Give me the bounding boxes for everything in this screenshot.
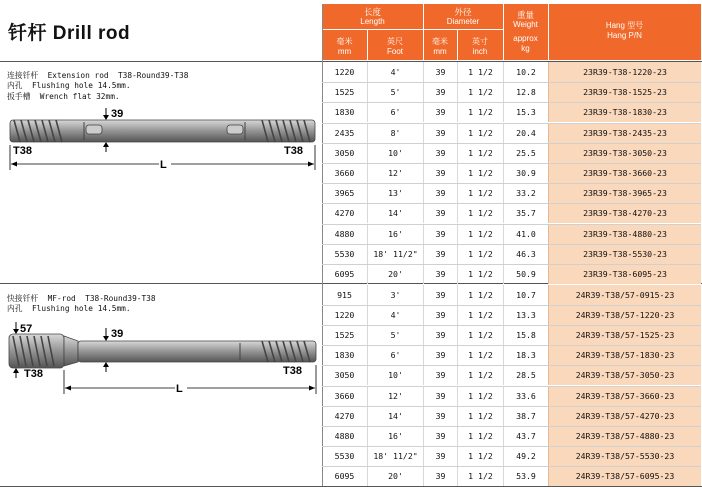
row-separator bbox=[322, 123, 701, 124]
length-mm-cell: 915 bbox=[337, 289, 352, 300]
diameter-mm-cell: 39 bbox=[423, 386, 457, 406]
weight-cell: 49.2 bbox=[503, 446, 548, 466]
diameter-inch-cell: 1 1/2 bbox=[457, 365, 503, 385]
diameter-mm-cell: 39 bbox=[423, 345, 457, 365]
length-mm-cell: 6095 bbox=[334, 269, 355, 279]
diameter-inch-cell: 1 1/2 bbox=[457, 183, 503, 203]
length-foot-cell: 5' bbox=[367, 325, 423, 345]
length-mm-cell: 4270 bbox=[334, 410, 355, 421]
diameter-mm-cell: 39 bbox=[423, 426, 457, 446]
part-number-cell: 23R39-T38-5530-23 bbox=[548, 244, 701, 264]
row-separator bbox=[322, 446, 701, 447]
length-mm-cell: 3660 bbox=[334, 168, 355, 178]
part-number-cell: 23R39-T38-1830-23 bbox=[548, 102, 701, 122]
length-foot-cell: 4' bbox=[367, 305, 423, 325]
diameter-inch-cell: 1 1/2 bbox=[457, 466, 503, 486]
table-row bbox=[322, 143, 701, 163]
diameter-inch-cell: 1 1/2 bbox=[457, 285, 503, 305]
row-separator bbox=[322, 244, 701, 245]
weight-cell: 53.9 bbox=[503, 466, 548, 486]
part-number-cell: 23R39-T38-3965-23 bbox=[548, 183, 701, 203]
weight-cell: 15.8 bbox=[503, 325, 548, 345]
row-separator bbox=[322, 406, 701, 407]
part-number-cell: 24R39-T38/57-5530-23 bbox=[548, 446, 701, 466]
part-number-cell: 23R39-T38-3050-23 bbox=[548, 143, 701, 163]
table-row bbox=[322, 406, 701, 426]
length-mm-cell: 4270 bbox=[334, 208, 355, 219]
table-row bbox=[322, 123, 701, 143]
table-row bbox=[322, 386, 701, 406]
length-mm-cell: 1830 bbox=[334, 350, 355, 361]
length-mm-cell: 3965 bbox=[334, 188, 355, 199]
weight-header: 重量 Weight approx kg bbox=[503, 4, 548, 60]
length-label: L bbox=[160, 159, 167, 171]
table-row bbox=[322, 285, 701, 305]
weight-cell: 38.7 bbox=[503, 406, 548, 426]
shank-diameter-label: 57 bbox=[20, 323, 33, 335]
row-separator bbox=[322, 386, 701, 387]
weight-cell: 10.7 bbox=[503, 285, 548, 305]
length-foot-cell: 18' 11/2" bbox=[367, 446, 423, 466]
weight-cell: 46.3 bbox=[503, 244, 548, 264]
length-foot-cell: 10' bbox=[367, 143, 423, 163]
mf-rod-drawing bbox=[0, 318, 322, 400]
row-separator bbox=[322, 305, 701, 306]
weight-cell: 33.2 bbox=[503, 183, 548, 203]
diameter-mm-cell: 39 bbox=[423, 62, 457, 82]
table-row bbox=[322, 365, 701, 385]
part-number-cell: 23R39-T38-1220-23 bbox=[548, 62, 701, 82]
diameter-inch-cell: 1 1/2 bbox=[457, 224, 503, 244]
diameter-mm-cell: 39 bbox=[423, 163, 457, 183]
length-mm-cell: 6095 bbox=[334, 471, 355, 482]
diameter-mm-cell: 39 bbox=[423, 446, 457, 466]
diameter-mm-cell: 39 bbox=[423, 325, 457, 345]
part-number-cell: 24R39-T38/57-1220-23 bbox=[548, 305, 701, 325]
weight-cell: 50.9 bbox=[503, 264, 548, 284]
length-foot-cell: 8' bbox=[367, 123, 423, 143]
table-row bbox=[322, 305, 701, 325]
diameter-inch-cell: 1 1/2 bbox=[457, 264, 503, 284]
length-mm-cell: 2435 bbox=[334, 127, 355, 138]
wrench-flat-right bbox=[227, 125, 243, 134]
table-row bbox=[322, 244, 701, 264]
diameter-mm-cell: 39 bbox=[423, 244, 457, 264]
part-number-cell: 23R39-T38-2435-23 bbox=[548, 123, 701, 143]
table-row bbox=[322, 62, 701, 82]
length-foot-cell: 16' bbox=[367, 224, 423, 244]
weight-cell: 20.4 bbox=[503, 123, 548, 143]
weight-cell: 41.0 bbox=[503, 224, 548, 244]
mf-rod-description: 快接钎杆 MF-rod T38-Round39-T38 内孔 Flushing hole 14.5mm. bbox=[7, 294, 156, 314]
diameter-mm-cell: 39 bbox=[423, 305, 457, 325]
extension-rod-drawing bbox=[0, 100, 322, 172]
weight-cell: 35.7 bbox=[503, 203, 548, 223]
row-separator bbox=[322, 224, 701, 225]
diameter-mm-cell: 39 bbox=[423, 365, 457, 385]
weight-cell: 10.2 bbox=[503, 62, 548, 82]
row-separator bbox=[322, 365, 701, 366]
table-row bbox=[322, 163, 701, 183]
weight-cell: 15.3 bbox=[503, 102, 548, 122]
row-separator bbox=[322, 466, 701, 467]
row-separator bbox=[322, 264, 701, 265]
table-row bbox=[322, 446, 701, 466]
length-foot-cell: 5' bbox=[367, 82, 423, 102]
length-foot-cell: 20' bbox=[367, 264, 423, 284]
table-row bbox=[322, 183, 701, 203]
table-row bbox=[322, 426, 701, 446]
length-mm-cell: 1525 bbox=[334, 329, 355, 340]
part-number-cell: 24R39-T38/57-1830-23 bbox=[548, 345, 701, 365]
length-mm-cell: 1220 bbox=[334, 309, 355, 320]
table-row bbox=[322, 264, 701, 284]
row-separator bbox=[322, 82, 701, 83]
diameter-inch-cell: 1 1/2 bbox=[457, 406, 503, 426]
weight-cell: 30.9 bbox=[503, 163, 548, 183]
diameter-mm-cell: 39 bbox=[423, 224, 457, 244]
diameter-mm-cell: 39 bbox=[423, 466, 457, 486]
diameter-inch-cell: 1 1/2 bbox=[457, 143, 503, 163]
length-foot-cell: 6' bbox=[367, 345, 423, 365]
table-row bbox=[322, 345, 701, 365]
length-foot-cell: 4' bbox=[367, 62, 423, 82]
length-foot-cell: 18' 11/2" bbox=[367, 244, 423, 264]
table-row bbox=[322, 466, 701, 486]
row-separator bbox=[322, 426, 701, 427]
length-mm-cell: 1220 bbox=[334, 67, 355, 77]
part-number-cell: 24R39-T38/57-3660-23 bbox=[548, 386, 701, 406]
length-mm-cell: 5530 bbox=[334, 248, 355, 259]
length-mm-cell: 1830 bbox=[334, 107, 355, 118]
length-mm-cell: 4880 bbox=[334, 228, 355, 239]
part-number-cell: 23R39-T38-4880-23 bbox=[548, 224, 701, 244]
table-row bbox=[322, 325, 701, 345]
diameter-inch-cell: 1 1/2 bbox=[457, 426, 503, 446]
length-foot-cell: 14' bbox=[367, 406, 423, 426]
part-number-cell: 24R39-T38/57-4270-23 bbox=[548, 406, 701, 426]
diameter-mm-cell: 39 bbox=[423, 183, 457, 203]
diameter-mm-cell: 39 bbox=[423, 102, 457, 122]
diameter-inch-cell: 1 1/2 bbox=[457, 62, 503, 82]
diameter-header: 外径 Diameter 毫米 mm 英寸 inch bbox=[423, 4, 503, 60]
length-foot-cell: 12' bbox=[367, 386, 423, 406]
diameter-inch-cell: 1 1/2 bbox=[457, 305, 503, 325]
wrench-flat-left bbox=[86, 125, 102, 134]
length-header: 长度 Length 毫米 mm 英尺 Foot bbox=[322, 4, 423, 60]
row-separator bbox=[322, 325, 701, 326]
length-foot-cell: 12' bbox=[367, 163, 423, 183]
pn-header: Hang 型号 Hang P/N bbox=[548, 4, 701, 60]
diameter-inch-cell: 1 1/2 bbox=[457, 123, 503, 143]
row-separator bbox=[322, 203, 701, 204]
weight-cell: 13.3 bbox=[503, 305, 548, 325]
row-separator bbox=[322, 102, 701, 103]
length-mm-cell: 1525 bbox=[334, 87, 355, 98]
part-number-cell: 23R39-T38-6095-23 bbox=[548, 264, 701, 284]
table-row bbox=[322, 102, 701, 122]
row-separator bbox=[322, 143, 701, 144]
table-row bbox=[322, 203, 701, 223]
part-number-cell: 24R39-T38/57-3050-23 bbox=[548, 365, 701, 385]
length-foot-cell: 10' bbox=[367, 365, 423, 385]
length-foot-cell: 13' bbox=[367, 183, 423, 203]
diameter-inch-cell: 1 1/2 bbox=[457, 325, 503, 345]
diameter-mm-cell: 39 bbox=[423, 123, 457, 143]
diameter-mm-cell: 39 bbox=[423, 285, 457, 305]
diameter-mm-cell: 39 bbox=[423, 203, 457, 223]
diameter-mm-cell: 39 bbox=[423, 143, 457, 163]
part-number-cell: 24R39-T38/57-4880-23 bbox=[548, 426, 701, 446]
diameter-mm-cell: 39 bbox=[423, 406, 457, 426]
table-row bbox=[322, 224, 701, 244]
right-thread-label: T38 bbox=[284, 145, 303, 157]
diameter-mm-cell: 39 bbox=[423, 82, 457, 102]
diameter-inch-cell: 1 1/2 bbox=[457, 203, 503, 223]
page-title: 钎杆 Drill rod bbox=[8, 23, 131, 44]
part-number-cell: 24R39-T38/57-0915-23 bbox=[548, 285, 701, 305]
weight-cell: 28.5 bbox=[503, 365, 548, 385]
length-mm-cell: 3050 bbox=[334, 370, 355, 381]
row-separator bbox=[322, 345, 701, 346]
diameter-inch-cell: 1 1/2 bbox=[457, 102, 503, 122]
length-mm-cell: 3660 bbox=[334, 390, 355, 401]
diameter-inch-cell: 1 1/2 bbox=[457, 345, 503, 365]
left-thread-label: T38 bbox=[13, 145, 32, 157]
length-mm-cell: 3050 bbox=[334, 147, 355, 158]
row-separator bbox=[322, 183, 701, 184]
table-row bbox=[322, 82, 701, 102]
part-number-cell: 24R39-T38/57-1525-23 bbox=[548, 325, 701, 345]
weight-cell: 43.7 bbox=[503, 426, 548, 446]
weight-cell: 33.6 bbox=[503, 386, 548, 406]
diameter-inch-cell: 1 1/2 bbox=[457, 446, 503, 466]
diameter-mm-cell: 39 bbox=[423, 264, 457, 284]
diameter-inch-cell: 1 1/2 bbox=[457, 163, 503, 183]
length-foot-cell: 20' bbox=[367, 466, 423, 486]
diameter-inch-cell: 1 1/2 bbox=[457, 244, 503, 264]
length-foot-cell: 3' bbox=[367, 285, 423, 305]
length-mm-cell: 5530 bbox=[334, 451, 355, 462]
diameter-label: 39 bbox=[111, 328, 124, 340]
extension-rod-description: 连接钎杆 Extension rod T38-Round39-T38 内孔 Flushing hole 14.5mm. 扳手槽 Wrench flat 32mm. bbox=[7, 71, 189, 101]
length-foot-cell: 16' bbox=[367, 426, 423, 446]
diameter-label: 39 bbox=[111, 108, 124, 120]
length-mm-cell: 4880 bbox=[334, 430, 355, 441]
part-number-cell: 23R39-T38-4270-23 bbox=[548, 203, 701, 223]
row-separator bbox=[322, 163, 701, 164]
left-thread-label: T38 bbox=[24, 368, 43, 380]
part-number-cell: 23R39-T38-3660-23 bbox=[548, 163, 701, 183]
diameter-inch-cell: 1 1/2 bbox=[457, 386, 503, 406]
part-number-cell: 24R39-T38/57-6095-23 bbox=[548, 466, 701, 486]
length-foot-cell: 6' bbox=[367, 102, 423, 122]
weight-cell: 25.5 bbox=[503, 143, 548, 163]
right-thread-label: T38 bbox=[283, 365, 302, 377]
weight-cell: 12.8 bbox=[503, 82, 548, 102]
length-foot-cell: 14' bbox=[367, 203, 423, 223]
length-label: L bbox=[176, 383, 183, 395]
weight-cell: 18.3 bbox=[503, 345, 548, 365]
part-number-cell: 23R39-T38-1525-23 bbox=[548, 82, 701, 102]
diameter-inch-cell: 1 1/2 bbox=[457, 82, 503, 102]
